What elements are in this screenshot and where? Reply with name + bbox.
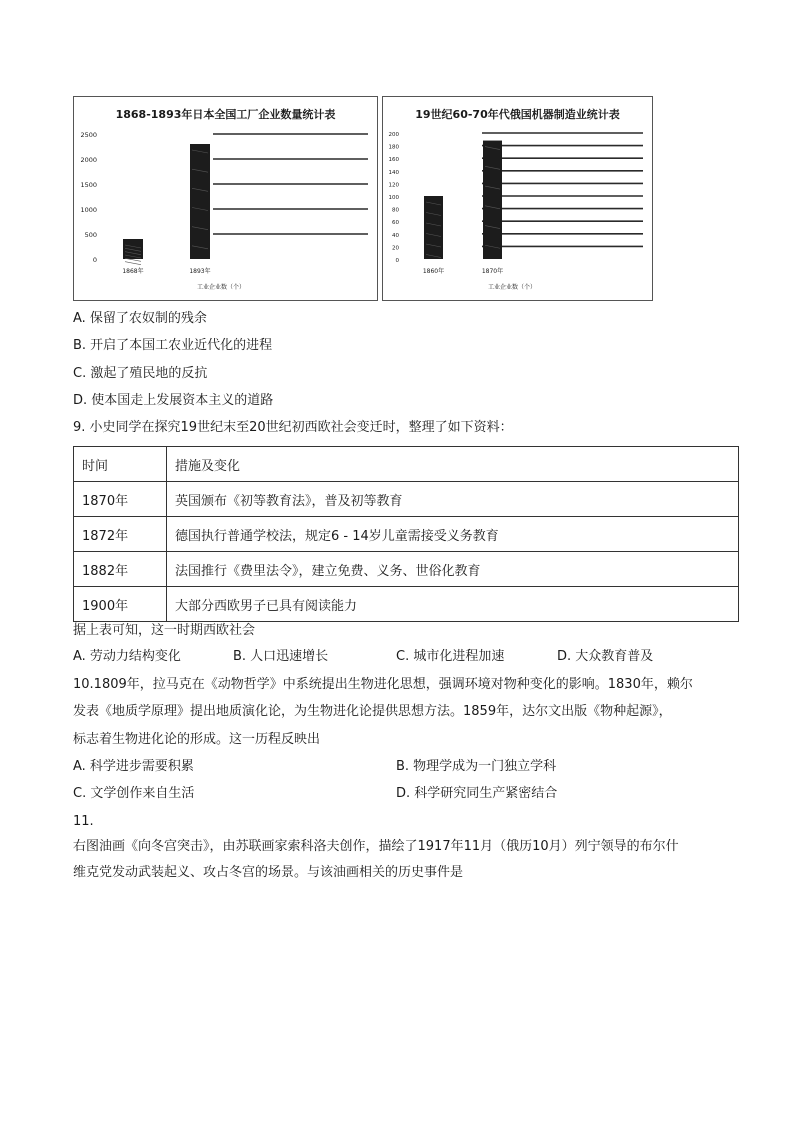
x-category-label: 1870年 bbox=[481, 268, 504, 275]
chart-title: 1868-1893年日本全国工厂企业数量统计表 bbox=[115, 108, 336, 121]
table-header-row bbox=[74, 447, 739, 482]
bar-texture bbox=[125, 262, 141, 265]
bar bbox=[424, 196, 443, 259]
table-cell-measure: 大部分西欧男子已具有阅读能力 bbox=[167, 587, 739, 622]
q8-option-d: D. 使本国走上发展资本主义的道路 bbox=[73, 393, 274, 408]
bar bbox=[483, 141, 502, 259]
y-tick-label: 2500 bbox=[80, 131, 97, 139]
y-tick-label: 160 bbox=[388, 157, 399, 164]
x-axis-label: 工业企业数（个） bbox=[487, 284, 537, 291]
y-tick-label: 140 bbox=[388, 169, 399, 176]
y-tick-label: 100 bbox=[388, 195, 399, 201]
q9-option-b: B. 人口迅速增长 bbox=[233, 649, 329, 664]
x-axis-label: 工业企业数（个） bbox=[196, 284, 246, 291]
table-row bbox=[74, 587, 739, 622]
table-cell-year: 1900年 bbox=[74, 587, 167, 622]
q9-option-d: D. 大众教育普及 bbox=[557, 649, 654, 664]
q10-line-2: 发表《地质学原理》提出地质演化论，为生物进化论提供思想方法。1859年，达尔文出版《物种起源》， bbox=[73, 704, 672, 719]
y-tick-label: 60 bbox=[392, 220, 399, 227]
y-tick-label: 200 bbox=[388, 132, 399, 138]
y-tick-label: 1500 bbox=[80, 181, 97, 189]
table-header-cell: 时间 bbox=[74, 447, 167, 482]
table-row bbox=[74, 482, 739, 517]
q10-option-d: D. 科学研究同生产紧密结合 bbox=[396, 786, 558, 801]
q9-stem: 9. 小史同学在探究19世纪末至20世纪初西欧社会变迁时，整理了如下资料： bbox=[73, 420, 513, 435]
table-cell-measure: 法国推行《费里法令》，建立免费、义务、世俗化教育 bbox=[167, 552, 739, 587]
table-row bbox=[74, 517, 739, 552]
table-row bbox=[74, 552, 739, 587]
y-tick-label: 0 bbox=[395, 258, 399, 264]
q11-line-1: 右图油画《向冬宫突击》，由苏联画家索科洛夫创作，描绘了1917年11月（俄历10月）列宁领导的布尔什 bbox=[73, 839, 679, 854]
y-tick-label: 80 bbox=[392, 207, 399, 214]
chart-title: 19世纪60-70年代俄国机器制造业统计表 bbox=[415, 108, 620, 121]
q10-line-3: 标志着生物进化论的形成。这一历程反映出 bbox=[73, 732, 321, 747]
y-tick-label: 180 bbox=[388, 144, 399, 151]
q10-option-b: B. 物理学成为一门独立学科 bbox=[396, 759, 557, 774]
q9-option-c: C. 城市化进程加速 bbox=[396, 649, 505, 664]
x-category-label: 1860年 bbox=[422, 268, 445, 275]
chart-russia-svg bbox=[382, 96, 653, 301]
table-cell-measure: 德国执行普通学校法，规定6 - 14岁儿童需接受义务教育 bbox=[167, 517, 739, 552]
y-tick-label: 1000 bbox=[80, 206, 97, 214]
chart-japan-factories bbox=[73, 96, 378, 301]
q10-option-a: A. 科学进步需要积累 bbox=[73, 759, 194, 774]
y-tick-label: 120 bbox=[388, 182, 399, 189]
q9-table bbox=[73, 446, 739, 622]
y-tick-label: 20 bbox=[392, 245, 399, 252]
chart-russia-machinery bbox=[382, 96, 653, 301]
q10-option-c: C. 文学创作来自生活 bbox=[73, 786, 195, 801]
table-cell-year: 1872年 bbox=[74, 517, 167, 552]
q9-question: 据上表可知，这一时期西欧社会 bbox=[73, 623, 256, 638]
q9-option-a: A. 劳动力结构变化 bbox=[73, 649, 181, 664]
y-tick-label: 0 bbox=[92, 256, 97, 264]
table-header-cell: 措施及变化 bbox=[167, 447, 739, 482]
y-tick-label: 2000 bbox=[80, 156, 97, 164]
table-cell-year: 1870年 bbox=[74, 482, 167, 517]
table-cell-year: 1882年 bbox=[74, 552, 167, 587]
x-category-label: 1868年 bbox=[122, 268, 144, 275]
q11-line-2: 维克党发动武装起义、攻占冬宫的场景。与该油画相关的历史事件是 bbox=[73, 865, 464, 880]
q10-line-1: 10.1809年，拉马克在《动物哲学》中系统提出生物进化思想，强调环境对物种变化的影响。1830年，赖尔 bbox=[73, 677, 693, 692]
x-category-label: 1893年 bbox=[189, 268, 211, 275]
y-tick-label: 500 bbox=[84, 231, 97, 239]
q8-option-b: B. 开启了本国工农业近代化的进程 bbox=[73, 338, 273, 353]
bar bbox=[190, 144, 210, 259]
q8-option-c: C. 激起了殖民地的反抗 bbox=[73, 366, 208, 381]
q11-number: 11. bbox=[73, 814, 94, 829]
q8-option-a: A. 保留了农奴制的残余 bbox=[73, 311, 207, 326]
y-tick-label: 40 bbox=[392, 232, 399, 239]
table-cell-measure: 英国颁布《初等教育法》，普及初等教育 bbox=[167, 482, 739, 517]
chart-japan-svg bbox=[73, 96, 378, 301]
chart-frame bbox=[74, 97, 378, 301]
bar bbox=[123, 239, 143, 259]
